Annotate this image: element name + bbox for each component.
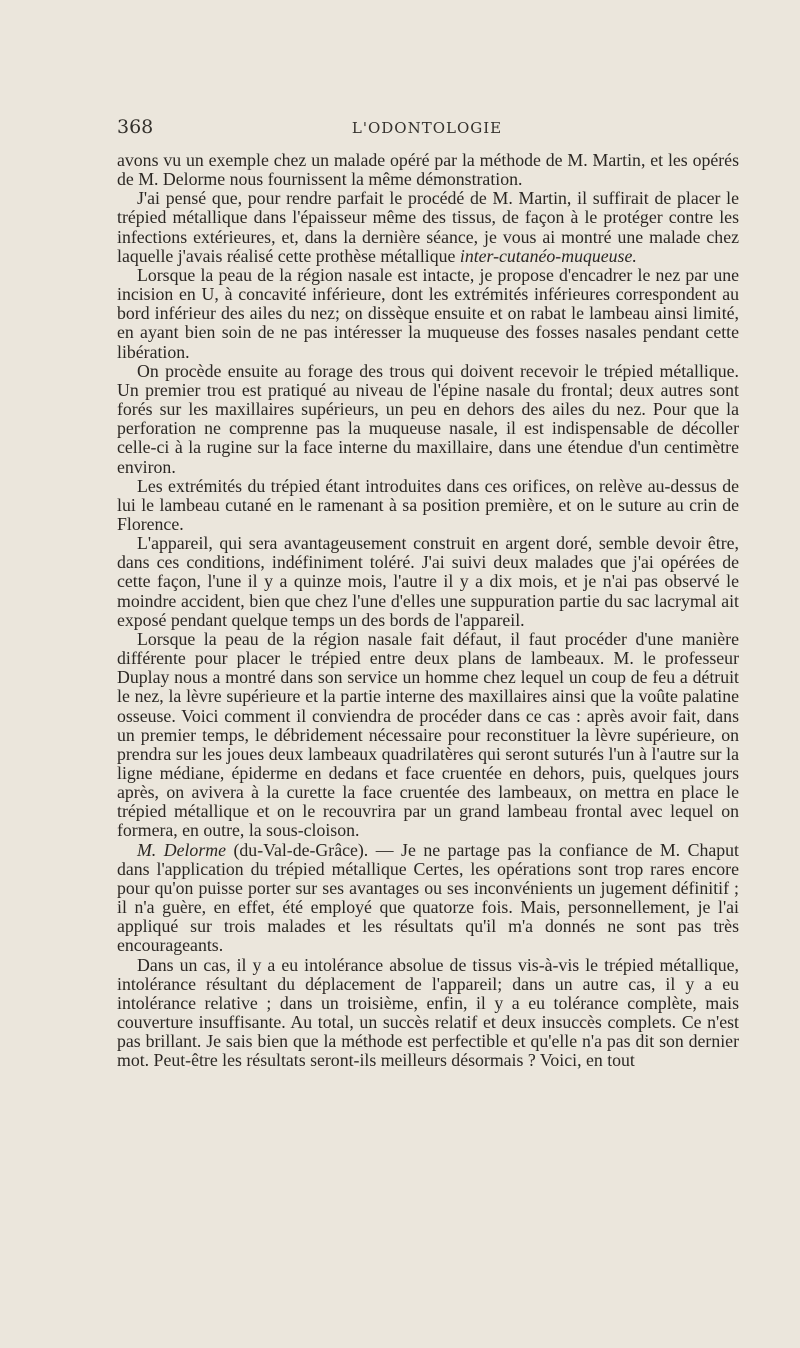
paragraph <box>117 189 739 266</box>
paragraph-text: J'ai pensé que, pour rendre parfait le procédé de M. Martin, il suffirait de placer le trépied métallique dans l'épaisseur même des tissus, de façon à le protéger contre les infections extérieures, et, dans la dernière séance, je vous ai montré une malade chez laquelle j'avais réalisé cette prothèse métallique <box>117 188 739 266</box>
speaker-name: M. Delorme <box>137 839 226 860</box>
body-text <box>117 151 739 1071</box>
paragraph: Lorsque la peau de la région nasale fait défaut, il faut procéder d'une manière différente pour placer le trépied entre deux plans de lambeaux. M. le professeur Duplay nous a montré dans son service un homme chez lequel un coup de feu a détruit le nez, la lèvre supérieure et la partie interne des maxillaires ainsi que la voûte palatine osseuse. Voici comment il conviendra de procéder dans ce cas : après avoir fait, dans un premier temps, le débridement nécessaire pour reconstituer la lèvre supérieure, on prendra sur les joues deux lambeaux quadrilatères qui seront suturés l'un à l'autre sur la ligne médiane, épiderme en dedans et face cruentée en dehors, puis, quelques jours après, on avivera à la curette la face cruentée des lambeaux, on mettra en place le trépied métallique et on le recouvrira par un grand lambeau frontal avec lequel on formera, en outre, la sous-cloison. <box>117 628 739 841</box>
paragraph: L'appareil, qui sera avantageusement construit en argent doré, semble devoir être, dans ces conditions, indéfiniment toléré. J'ai suivi deux malades que j'ai opérées de cette façon, l'une il y a quinze mois, l'autre il y a dix mois, et je n'ai pas observé le moindre accident, bien que chez l'une d'elles une suppuration partie du sac lacrymal ait exposé pendant quelque temps un des bords de l'appareil. <box>117 533 739 630</box>
paragraph-text: — Je ne partage pas la confiance de M. Chaput dans l'application du trépied métallique Certes, les opérations sont trop rares encore pour qu'on puisse porter sur ses avantages ou ses inconvénients un jugement définitif ; il n'a guère, en effet, été employé que quatorze fois. Mais, personnellement, je l'ai appliqué sur trois malades et les résultats qu'il m'a donnés ne sont pas très encourageants. <box>117 839 739 956</box>
paragraph <box>117 841 739 956</box>
paragraph: Dans un cas, il y a eu intolérance absolue de tissus vis-à-vis le trépied métallique, intolérance résultant du déplacement de l'appareil; dans un autre cas, il y a eu intolérance relative ; dans un troisième, enfin, il y a eu tolérance complète, mais couverture insuffisante. Au total, un succès relatif et deux insuccès complets. Ce n'est pas brillant. Je sais bien que la méthode est perfectible et qu'elle n'a pas dit son dernier mot. Peut-être les résultats seront-ils meilleurs désormais ? Voici, en tout <box>117 954 739 1071</box>
speaker-affiliation: (du-Val-de-Grâce). <box>225 839 369 860</box>
page-number: 368 <box>117 116 154 138</box>
paragraph: avons vu un exemple chez un malade opéré par la méthode de M. Martin, et les opérés de M. Delorme nous fournissent la même démonstration. <box>117 150 739 190</box>
italic-term: inter-cutanéo-muqueuse. <box>459 245 637 266</box>
running-title: L'ODONTOLOGIE <box>351 119 503 137</box>
paragraph: On procède ensuite au forage des trous qui doivent recevoir le trépied métallique. Un premier trou est pratiqué au niveau de l'épine nasale du frontal; deux autres sont forés sur les maxillaires supérieurs, un peu en dehors des ailes du nez. Pour que la perforation ne comprenne pas la muqueuse nasale, il est indispensable de décoller celle-ci à la rugine sur la face interne du maxillaire, dans une étendue d'un centimètre environ. <box>117 360 739 477</box>
paragraph: Lorsque la peau de la région nasale est intacte, je propose d'encadrer le nez par une incision en U, à concavité inférieure, dont les extrémités inférieures correspondent au bord inférieur des ailes du nez; on dissèque ensuite et on rabat le lambeau ainsi limité, en ayant bien soin de ne pas intéresser la muqueuse des fosses nasales pendant cette libération. <box>117 264 739 362</box>
page-header <box>117 116 737 140</box>
paragraph: Les extrémités du trépied étant introduites dans ces orifices, on relève au-dessus de lui le lambeau cutané en le ramenant à sa position première, et on le suture au crin de Florence. <box>117 475 739 534</box>
